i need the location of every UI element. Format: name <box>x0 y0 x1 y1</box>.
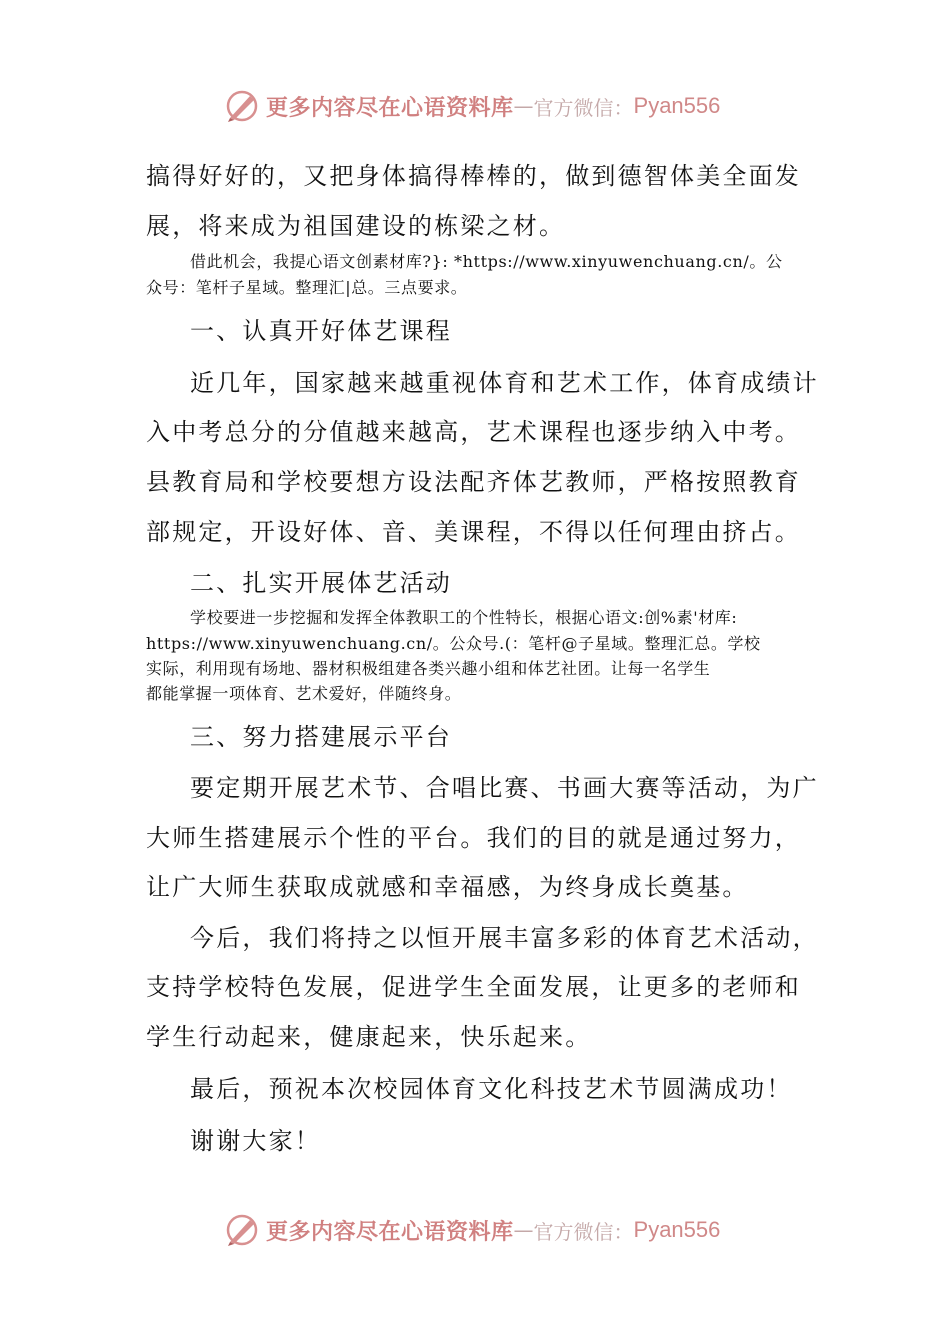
banner-dash: — <box>513 1218 534 1242</box>
inserted-note-line: 学校要进一步挖掘和发挥全体教职工的个性特长，根据心语文:创%素'材库: <box>190 608 738 627</box>
closing-line: 最后，预祝本次校园体育文化科技艺术节圆满成功！ <box>190 1075 793 1103</box>
banner-wechat-id: Pyan556 <box>633 93 721 118</box>
banner-main-text: 更多内容尽在心语资料库 <box>266 94 514 121</box>
pen-logo-icon <box>224 1212 260 1248</box>
section-heading-1: 一、认真开好体艺课程 <box>190 317 452 345</box>
body-line: 大师生搭建展示个性的平台。我们的目的就是通过努力， <box>146 824 801 852</box>
section-heading-2: 二、扎实开展体艺活动 <box>190 569 452 597</box>
body-line: 搞得好好的，又把身体搞得棒棒的，做到德智体美全面发 <box>146 162 801 190</box>
banner-main-text: 更多内容尽在心语资料库 <box>266 1218 514 1245</box>
body-line: 要定期开展艺术节、合唱比赛、书画大赛等活动，为广 <box>190 774 819 802</box>
banner-wechat-label: 官方微信： <box>533 1219 634 1244</box>
inserted-note-line: 实际，利用现有场地、器材积极组建各类兴趣小组和体艺社团。让每一名学生 <box>146 659 711 678</box>
banner-wechat-id: Pyan556 <box>633 1217 721 1242</box>
inserted-note-line: 借此机会，我提心语文创素材库?}: *https://www.xinyuwenchuang.cn/。公 <box>190 252 783 271</box>
inserted-note-line: https://www.xinyuwenchuang.cn/。公众号.(：笔杆@子星域。整理汇总。学校 <box>146 634 761 653</box>
header-watermark-banner <box>224 86 720 126</box>
section-heading-3: 三、努力搭建展示平台 <box>190 723 452 751</box>
banner-dash: — <box>513 94 534 118</box>
body-line: 让广大师生获取成就感和幸福感，为终身成长奠基。 <box>146 873 749 901</box>
body-line: 入中考总分的分值越来越高，艺术课程也逐步纳入中考。 <box>146 418 801 446</box>
body-line: 今后，我们将持之以恒开展丰富多彩的体育艺术活动， <box>190 924 819 952</box>
inserted-note-line: 众号：笔杆子星域。整理汇|总。三点要求。 <box>146 278 468 297</box>
thanks-line: 谢谢大家！ <box>190 1127 321 1155</box>
body-line: 县教育局和学校要想方设法配齐体艺教师，严格按照教育 <box>146 468 801 496</box>
inserted-note-line: 都能掌握一项体育、艺术爱好，伴随终身。 <box>146 684 462 703</box>
pen-logo-icon <box>224 88 260 124</box>
body-line: 部规定，开设好体、音、美课程，不得以任何理由挤占。 <box>146 518 801 546</box>
banner-wechat-label: 官方微信： <box>533 95 634 120</box>
body-line: 展，将来成为祖国建设的栋梁之材。 <box>146 212 566 240</box>
footer-watermark-banner <box>224 1210 720 1250</box>
body-line: 近几年，国家越来越重视体育和艺术工作，体育成绩计 <box>190 369 819 397</box>
body-line: 学生行动起来，健康起来，快乐起来。 <box>146 1023 592 1051</box>
body-line: 支持学校特色发展，促进学生全面发展，让更多的老师和 <box>146 973 801 1001</box>
